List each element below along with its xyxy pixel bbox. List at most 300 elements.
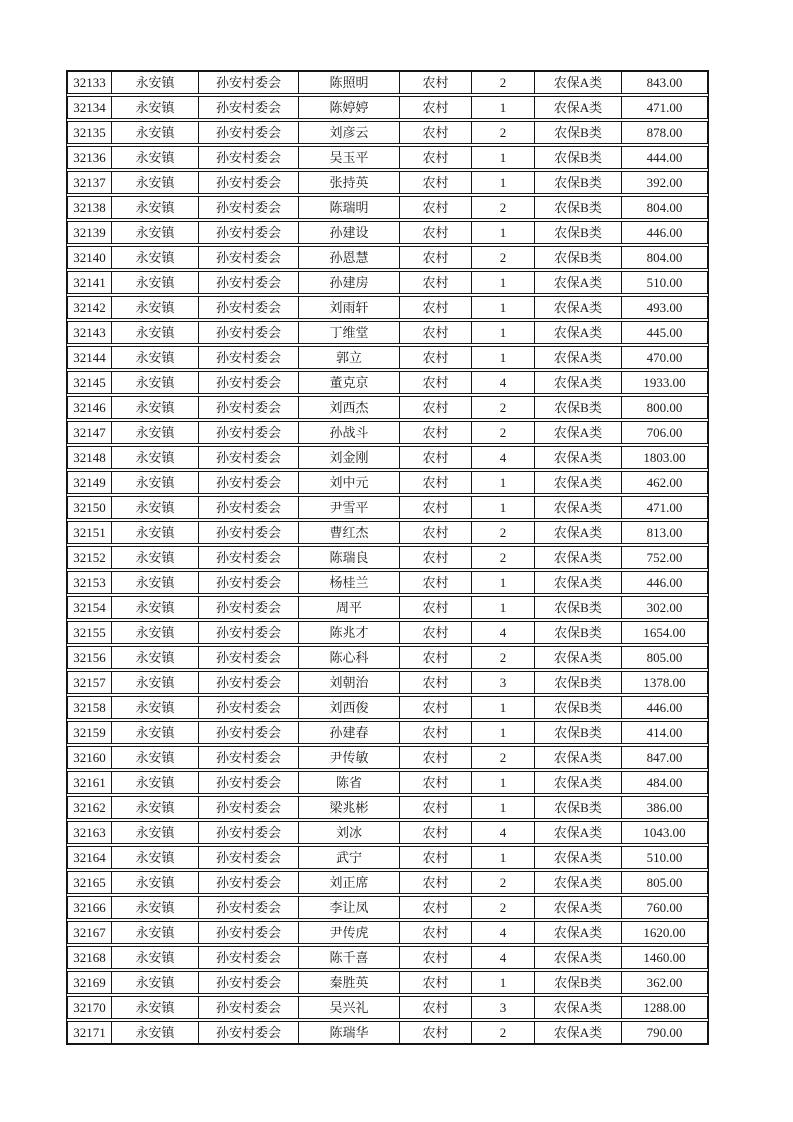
cell-town: 永安镇 <box>112 221 199 244</box>
cell-residence: 农村 <box>400 1021 472 1044</box>
cell-name: 杨桂兰 <box>299 571 400 594</box>
cell-town: 永安镇 <box>112 321 199 344</box>
cell-name: 梁兆彬 <box>299 796 400 819</box>
cell-village: 孙安村委会 <box>199 571 299 594</box>
cell-amount: 471.00 <box>622 96 708 119</box>
cell-name: 李让凤 <box>299 896 400 919</box>
table-row <box>67 421 708 444</box>
cell-category: 农保A类 <box>535 271 622 294</box>
cell-village: 孙安村委会 <box>199 96 299 119</box>
cell-amount: 1654.00 <box>622 621 708 644</box>
cell-name: 吴玉平 <box>299 146 400 169</box>
cell-category: 农保A类 <box>535 996 622 1019</box>
cell-amount: 1460.00 <box>622 946 708 969</box>
cell-town: 永安镇 <box>112 646 199 669</box>
cell-category: 农保A类 <box>535 646 622 669</box>
cell-residence: 农村 <box>400 296 472 319</box>
cell-town: 永安镇 <box>112 696 199 719</box>
cell-village: 孙安村委会 <box>199 771 299 794</box>
cell-amount: 1620.00 <box>622 921 708 944</box>
cell-seq: 32166 <box>67 896 112 919</box>
cell-seq: 32158 <box>67 696 112 719</box>
cell-village: 孙安村委会 <box>199 196 299 219</box>
cell-residence: 农村 <box>400 571 472 594</box>
cell-seq: 32136 <box>67 146 112 169</box>
cell-seq: 32151 <box>67 521 112 544</box>
cell-village: 孙安村委会 <box>199 671 299 694</box>
cell-town: 永安镇 <box>112 121 199 144</box>
cell-persons: 2 <box>472 246 535 269</box>
cell-seq: 32165 <box>67 871 112 894</box>
cell-persons: 1 <box>472 771 535 794</box>
cell-town: 永安镇 <box>112 296 199 319</box>
cell-category: 农保A类 <box>535 521 622 544</box>
cell-category: 农保B类 <box>535 146 622 169</box>
cell-seq: 32146 <box>67 396 112 419</box>
table-row <box>67 446 708 469</box>
cell-amount: 805.00 <box>622 646 708 669</box>
cell-persons: 2 <box>472 121 535 144</box>
table-row <box>67 171 708 194</box>
cell-village: 孙安村委会 <box>199 246 299 269</box>
cell-name: 尹雪平 <box>299 496 400 519</box>
cell-seq: 32143 <box>67 321 112 344</box>
cell-town: 永安镇 <box>112 996 199 1019</box>
cell-category: 农保A类 <box>535 921 622 944</box>
cell-seq: 32145 <box>67 371 112 394</box>
roster-table <box>67 70 708 1045</box>
cell-name: 刘中元 <box>299 471 400 494</box>
cell-name: 尹传虎 <box>299 921 400 944</box>
cell-village: 孙安村委会 <box>199 1021 299 1044</box>
cell-name: 陈婷婷 <box>299 96 400 119</box>
cell-village: 孙安村委会 <box>199 846 299 869</box>
cell-name: 陈心科 <box>299 646 400 669</box>
cell-village: 孙安村委会 <box>199 971 299 994</box>
cell-category: 农保A类 <box>535 571 622 594</box>
cell-seq: 32144 <box>67 346 112 369</box>
cell-seq: 32147 <box>67 421 112 444</box>
cell-name: 孙建房 <box>299 271 400 294</box>
cell-town: 永安镇 <box>112 721 199 744</box>
cell-name: 陈照明 <box>299 71 400 94</box>
cell-residence: 农村 <box>400 196 472 219</box>
cell-amount: 800.00 <box>622 396 708 419</box>
cell-amount: 302.00 <box>622 596 708 619</box>
cell-residence: 农村 <box>400 471 472 494</box>
cell-residence: 农村 <box>400 171 472 194</box>
table-row <box>67 696 708 719</box>
table-row <box>67 796 708 819</box>
cell-persons: 4 <box>472 446 535 469</box>
cell-amount: 706.00 <box>622 421 708 444</box>
cell-persons: 2 <box>472 196 535 219</box>
cell-category: 农保B类 <box>535 596 622 619</box>
cell-town: 永安镇 <box>112 796 199 819</box>
table-row <box>67 546 708 569</box>
cell-village: 孙安村委会 <box>199 721 299 744</box>
cell-amount: 445.00 <box>622 321 708 344</box>
cell-town: 永安镇 <box>112 971 199 994</box>
cell-category: 农保A类 <box>535 421 622 444</box>
cell-town: 永安镇 <box>112 71 199 94</box>
cell-residence: 农村 <box>400 321 472 344</box>
cell-amount: 790.00 <box>622 1021 708 1044</box>
cell-residence: 农村 <box>400 496 472 519</box>
cell-name: 刘朝治 <box>299 671 400 694</box>
cell-persons: 2 <box>472 646 535 669</box>
cell-name: 秦胜英 <box>299 971 400 994</box>
cell-village: 孙安村委会 <box>199 996 299 1019</box>
cell-name: 张持英 <box>299 171 400 194</box>
cell-town: 永安镇 <box>112 496 199 519</box>
cell-village: 孙安村委会 <box>199 296 299 319</box>
cell-name: 丁维堂 <box>299 321 400 344</box>
cell-amount: 462.00 <box>622 471 708 494</box>
table-row <box>67 71 708 94</box>
cell-persons: 1 <box>472 471 535 494</box>
cell-persons: 2 <box>472 396 535 419</box>
cell-town: 永安镇 <box>112 246 199 269</box>
cell-town: 永安镇 <box>112 196 199 219</box>
cell-village: 孙安村委会 <box>199 896 299 919</box>
table-row <box>67 471 708 494</box>
cell-amount: 813.00 <box>622 521 708 544</box>
cell-residence: 农村 <box>400 821 472 844</box>
table-row <box>67 271 708 294</box>
cell-village: 孙安村委会 <box>199 621 299 644</box>
cell-town: 永安镇 <box>112 96 199 119</box>
table-row <box>67 196 708 219</box>
cell-category: 农保A类 <box>535 546 622 569</box>
cell-residence: 农村 <box>400 846 472 869</box>
cell-category: 农保B类 <box>535 171 622 194</box>
cell-town: 永安镇 <box>112 671 199 694</box>
cell-residence: 农村 <box>400 346 472 369</box>
table-row <box>67 496 708 519</box>
cell-residence: 农村 <box>400 896 472 919</box>
cell-name: 陈省 <box>299 771 400 794</box>
table-row <box>67 871 708 894</box>
cell-town: 永安镇 <box>112 946 199 969</box>
cell-village: 孙安村委会 <box>199 696 299 719</box>
cell-seq: 32148 <box>67 446 112 469</box>
cell-village: 孙安村委会 <box>199 171 299 194</box>
cell-category: 农保A类 <box>535 871 622 894</box>
table-body <box>67 71 708 1044</box>
cell-amount: 804.00 <box>622 246 708 269</box>
table-row <box>67 621 708 644</box>
cell-category: 农保B类 <box>535 971 622 994</box>
cell-village: 孙安村委会 <box>199 396 299 419</box>
cell-amount: 1378.00 <box>622 671 708 694</box>
table-row <box>67 146 708 169</box>
cell-village: 孙安村委会 <box>199 821 299 844</box>
cell-village: 孙安村委会 <box>199 371 299 394</box>
cell-town: 永安镇 <box>112 146 199 169</box>
cell-amount: 392.00 <box>622 171 708 194</box>
cell-seq: 32134 <box>67 96 112 119</box>
cell-name: 吴兴礼 <box>299 996 400 1019</box>
table-row <box>67 246 708 269</box>
cell-seq: 32140 <box>67 246 112 269</box>
cell-category: 农保A类 <box>535 846 622 869</box>
cell-name: 刘正席 <box>299 871 400 894</box>
cell-town: 永安镇 <box>112 821 199 844</box>
cell-amount: 446.00 <box>622 571 708 594</box>
cell-village: 孙安村委会 <box>199 471 299 494</box>
table-row <box>67 96 708 119</box>
cell-village: 孙安村委会 <box>199 221 299 244</box>
cell-town: 永安镇 <box>112 871 199 894</box>
cell-seq: 32161 <box>67 771 112 794</box>
cell-town: 永安镇 <box>112 621 199 644</box>
cell-name: 刘西俊 <box>299 696 400 719</box>
table-row <box>67 571 708 594</box>
cell-residence: 农村 <box>400 71 472 94</box>
cell-seq: 32170 <box>67 996 112 1019</box>
cell-name: 周平 <box>299 596 400 619</box>
cell-category: 农保B类 <box>535 621 622 644</box>
cell-name: 刘雨轩 <box>299 296 400 319</box>
table-row <box>67 371 708 394</box>
table-row <box>67 971 708 994</box>
table-row <box>67 1021 708 1044</box>
cell-seq: 32162 <box>67 796 112 819</box>
cell-town: 永安镇 <box>112 1021 199 1044</box>
cell-category: 农保A类 <box>535 371 622 394</box>
table-row <box>67 121 708 144</box>
cell-residence: 农村 <box>400 421 472 444</box>
table-row <box>67 771 708 794</box>
cell-name: 董克京 <box>299 371 400 394</box>
table-row <box>67 646 708 669</box>
cell-persons: 1 <box>472 96 535 119</box>
cell-town: 永安镇 <box>112 521 199 544</box>
cell-residence: 农村 <box>400 696 472 719</box>
cell-residence: 农村 <box>400 721 472 744</box>
cell-seq: 32167 <box>67 921 112 944</box>
cell-residence: 农村 <box>400 946 472 969</box>
cell-seq: 32159 <box>67 721 112 744</box>
cell-category: 农保A类 <box>535 946 622 969</box>
cell-category: 农保B类 <box>535 696 622 719</box>
cell-name: 陈千喜 <box>299 946 400 969</box>
cell-category: 农保B类 <box>535 221 622 244</box>
cell-town: 永安镇 <box>112 421 199 444</box>
cell-amount: 847.00 <box>622 746 708 769</box>
cell-category: 农保A类 <box>535 821 622 844</box>
cell-residence: 农村 <box>400 146 472 169</box>
cell-category: 农保A类 <box>535 471 622 494</box>
cell-name: 陈兆才 <box>299 621 400 644</box>
cell-town: 永安镇 <box>112 921 199 944</box>
cell-persons: 4 <box>472 921 535 944</box>
cell-category: 农保B类 <box>535 246 622 269</box>
cell-town: 永安镇 <box>112 171 199 194</box>
table-row <box>67 921 708 944</box>
cell-seq: 32137 <box>67 171 112 194</box>
cell-category: 农保B类 <box>535 121 622 144</box>
cell-residence: 农村 <box>400 246 472 269</box>
cell-persons: 1 <box>472 146 535 169</box>
cell-amount: 446.00 <box>622 696 708 719</box>
cell-persons: 1 <box>472 271 535 294</box>
table-row <box>67 321 708 344</box>
table-row <box>67 896 708 919</box>
cell-persons: 1 <box>472 346 535 369</box>
cell-persons: 1 <box>472 171 535 194</box>
cell-category: 农保B类 <box>535 396 622 419</box>
table-row <box>67 221 708 244</box>
cell-seq: 32150 <box>67 496 112 519</box>
cell-amount: 878.00 <box>622 121 708 144</box>
cell-residence: 农村 <box>400 521 472 544</box>
cell-town: 永安镇 <box>112 596 199 619</box>
cell-seq: 32164 <box>67 846 112 869</box>
cell-seq: 32153 <box>67 571 112 594</box>
cell-amount: 1043.00 <box>622 821 708 844</box>
cell-town: 永安镇 <box>112 771 199 794</box>
cell-seq: 32138 <box>67 196 112 219</box>
cell-persons: 3 <box>472 671 535 694</box>
cell-name: 刘冰 <box>299 821 400 844</box>
cell-amount: 1288.00 <box>622 996 708 1019</box>
cell-persons: 1 <box>472 721 535 744</box>
table-row <box>67 396 708 419</box>
cell-name: 孙战斗 <box>299 421 400 444</box>
cell-town: 永安镇 <box>112 371 199 394</box>
cell-town: 永安镇 <box>112 746 199 769</box>
cell-category: 农保A类 <box>535 771 622 794</box>
cell-amount: 510.00 <box>622 271 708 294</box>
cell-amount: 444.00 <box>622 146 708 169</box>
cell-amount: 386.00 <box>622 796 708 819</box>
cell-persons: 1 <box>472 571 535 594</box>
cell-seq: 32154 <box>67 596 112 619</box>
cell-amount: 843.00 <box>622 71 708 94</box>
cell-amount: 414.00 <box>622 721 708 744</box>
cell-amount: 510.00 <box>622 846 708 869</box>
cell-amount: 471.00 <box>622 496 708 519</box>
cell-residence: 农村 <box>400 796 472 819</box>
cell-seq: 32157 <box>67 671 112 694</box>
cell-amount: 362.00 <box>622 971 708 994</box>
cell-persons: 1 <box>472 496 535 519</box>
cell-persons: 1 <box>472 296 535 319</box>
table-row <box>67 746 708 769</box>
cell-seq: 32160 <box>67 746 112 769</box>
cell-seq: 32156 <box>67 646 112 669</box>
cell-residence: 农村 <box>400 996 472 1019</box>
cell-persons: 2 <box>472 1021 535 1044</box>
cell-village: 孙安村委会 <box>199 421 299 444</box>
cell-amount: 1933.00 <box>622 371 708 394</box>
cell-town: 永安镇 <box>112 271 199 294</box>
cell-persons: 1 <box>472 221 535 244</box>
cell-village: 孙安村委会 <box>199 746 299 769</box>
cell-persons: 2 <box>472 71 535 94</box>
cell-name: 郭立 <box>299 346 400 369</box>
cell-seq: 32168 <box>67 946 112 969</box>
cell-village: 孙安村委会 <box>199 546 299 569</box>
cell-town: 永安镇 <box>112 471 199 494</box>
cell-village: 孙安村委会 <box>199 946 299 969</box>
cell-town: 永安镇 <box>112 896 199 919</box>
cell-persons: 4 <box>472 946 535 969</box>
cell-category: 农保A类 <box>535 96 622 119</box>
cell-persons: 2 <box>472 521 535 544</box>
cell-persons: 2 <box>472 746 535 769</box>
cell-persons: 1 <box>472 971 535 994</box>
cell-category: 农保A类 <box>535 896 622 919</box>
table-row <box>67 721 708 744</box>
cell-village: 孙安村委会 <box>199 596 299 619</box>
cell-persons: 1 <box>472 696 535 719</box>
cell-persons: 2 <box>472 871 535 894</box>
cell-persons: 2 <box>472 896 535 919</box>
cell-seq: 32133 <box>67 71 112 94</box>
cell-village: 孙安村委会 <box>199 921 299 944</box>
cell-persons: 2 <box>472 421 535 444</box>
cell-residence: 农村 <box>400 96 472 119</box>
cell-residence: 农村 <box>400 871 472 894</box>
cell-name: 曹红杰 <box>299 521 400 544</box>
cell-name: 武宁 <box>299 846 400 869</box>
cell-persons: 4 <box>472 371 535 394</box>
cell-name: 刘金刚 <box>299 446 400 469</box>
cell-village: 孙安村委会 <box>199 646 299 669</box>
cell-seq: 32169 <box>67 971 112 994</box>
cell-category: 农保A类 <box>535 496 622 519</box>
table-row <box>67 821 708 844</box>
cell-amount: 805.00 <box>622 871 708 894</box>
cell-amount: 760.00 <box>622 896 708 919</box>
cell-amount: 470.00 <box>622 346 708 369</box>
cell-residence: 农村 <box>400 221 472 244</box>
table-row <box>67 996 708 1019</box>
cell-village: 孙安村委会 <box>199 271 299 294</box>
cell-residence: 农村 <box>400 121 472 144</box>
cell-persons: 3 <box>472 996 535 1019</box>
cell-town: 永安镇 <box>112 396 199 419</box>
cell-residence: 农村 <box>400 771 472 794</box>
cell-residence: 农村 <box>400 921 472 944</box>
cell-category: 农保B类 <box>535 196 622 219</box>
cell-residence: 农村 <box>400 646 472 669</box>
cell-name: 刘西杰 <box>299 396 400 419</box>
cell-seq: 32142 <box>67 296 112 319</box>
cell-category: 农保A类 <box>535 1021 622 1044</box>
cell-category: 农保A类 <box>535 446 622 469</box>
cell-village: 孙安村委会 <box>199 121 299 144</box>
cell-amount: 1803.00 <box>622 446 708 469</box>
cell-persons: 4 <box>472 821 535 844</box>
cell-persons: 4 <box>472 621 535 644</box>
cell-residence: 农村 <box>400 446 472 469</box>
cell-persons: 1 <box>472 596 535 619</box>
cell-residence: 农村 <box>400 971 472 994</box>
cell-amount: 446.00 <box>622 221 708 244</box>
cell-residence: 农村 <box>400 271 472 294</box>
cell-amount: 493.00 <box>622 296 708 319</box>
cell-village: 孙安村委会 <box>199 321 299 344</box>
cell-category: 农保A类 <box>535 296 622 319</box>
cell-town: 永安镇 <box>112 446 199 469</box>
cell-name: 陈瑞良 <box>299 546 400 569</box>
cell-village: 孙安村委会 <box>199 346 299 369</box>
cell-village: 孙安村委会 <box>199 871 299 894</box>
